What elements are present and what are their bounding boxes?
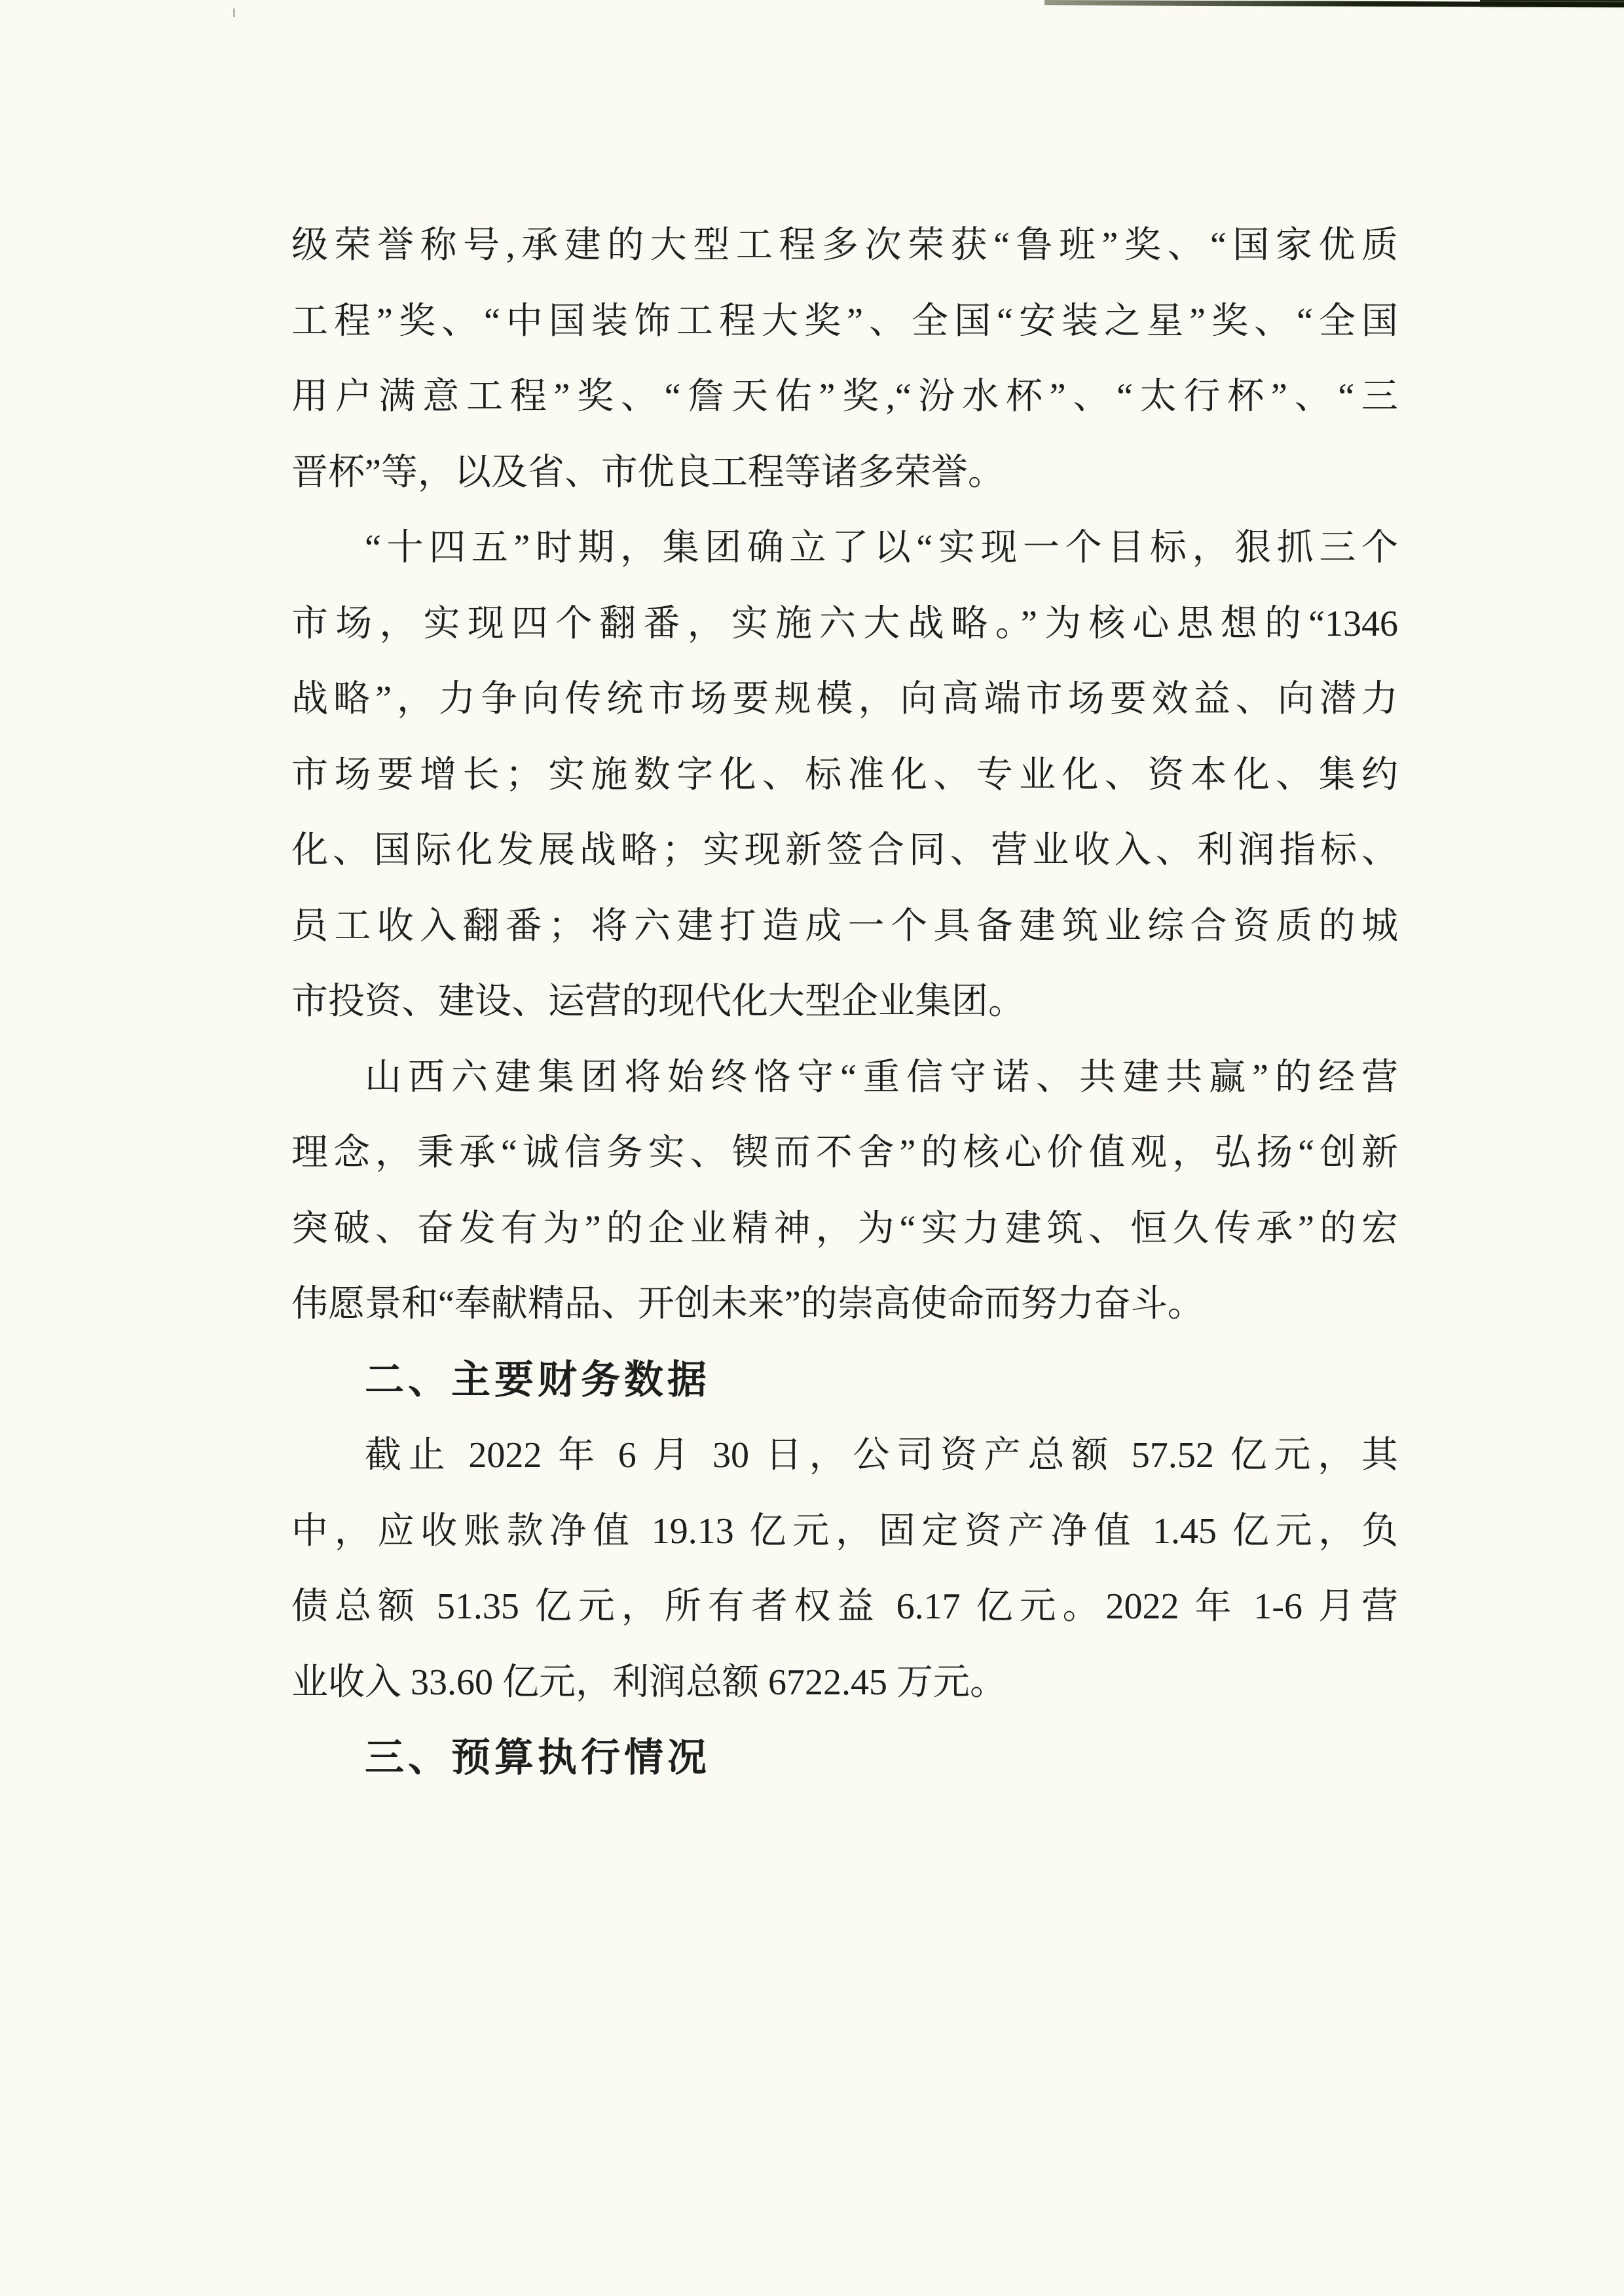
text-line: 市场要增长；实施数字化、标准化、专业化、资本化、集约	[291, 754, 1398, 795]
document-text	[291, 208, 1398, 1796]
text-line: 中，应收账款净值 19.13 亿元，固定资产净值 1.45 亿元，负	[291, 1510, 1398, 1552]
text-line: 市投资、建设、运营的现代化大型企业集团。	[291, 981, 1025, 1022]
text-line: 业收入 33.60 亿元，利润总额 6722.45 万元。	[291, 1662, 1006, 1703]
text-line: 市场，实现四个翻番，实施六大战略。”为核心思想的“1346	[291, 603, 1398, 644]
text-line: 突破、奋发有为”的企业精神，为“实力建筑、恒久传承”的宏	[291, 1208, 1398, 1249]
text-line: “十四五”时期，集团确立了以“实现一个目标，狠抓三个	[365, 528, 1398, 568]
section-heading: 二、主要财务数据	[365, 1358, 710, 1402]
text-line: 战略”，力争向传统市场要规模，向高端市场要效益、向潜力	[291, 679, 1398, 720]
text-line: 山西六建集团将始终恪守“重信守诺、共建共赢”的经营	[365, 1057, 1398, 1098]
text-line: 债总额 51.35 亿元，所有者权益 6.17 亿元。2022 年 1-6 月营	[291, 1586, 1398, 1627]
text-line: 晋杯”等，以及省、市优良工程等诸多荣誉。	[291, 452, 1005, 493]
text-line: 截止 2022 年 6 月 30 日，公司资产总额 57.52 亿元，其	[365, 1435, 1398, 1476]
scan-artifact-tick	[233, 9, 235, 17]
text-line: 员工收入翻番；将六建打造成一个具备建筑业综合资质的城	[291, 905, 1398, 947]
text-line: 化、国际化发展战略；实现新签合同、营业收入、利润指标、	[291, 830, 1398, 871]
text-line: 级荣誉称号,承建的大型工程多次荣获“鲁班”奖、“国家优质	[291, 225, 1398, 266]
section-heading: 三、预算执行情况	[365, 1736, 710, 1779]
text-line: 用户满意工程”奖、“詹天佑”奖,“汾水杯”、“太行杯”、“三	[291, 376, 1398, 417]
text-line: 理念，秉承“诚信务实、锲而不舍”的核心价值观，弘扬“创新	[291, 1133, 1398, 1173]
scan-artifact-band-tail	[1480, 0, 1624, 9]
text-line: 伟愿景和“奉献精品、开创未来”的崇高使命而努力奋斗。	[291, 1284, 1204, 1324]
text-line: 工程”奖、“中国装饰工程大奖”、全国“安装之星”奖、“全国	[291, 301, 1398, 342]
